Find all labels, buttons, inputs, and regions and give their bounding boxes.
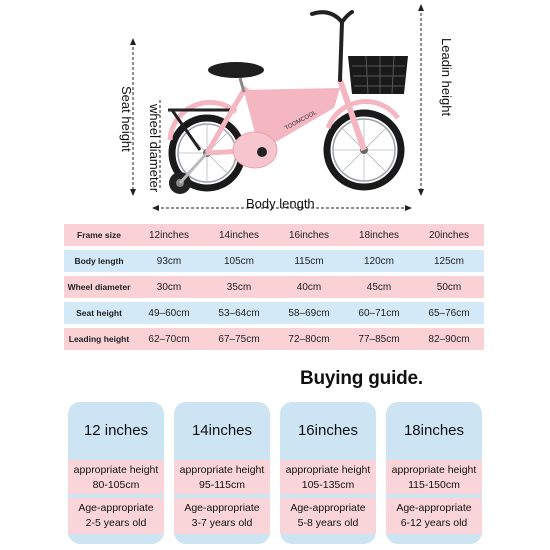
- card-size: 18inches: [403, 422, 465, 439]
- wheel-diameter-label: wheel diameter: [147, 104, 162, 193]
- height-value: 95-115cm: [199, 479, 245, 491]
- spec-cell: 67–75cm: [218, 333, 260, 345]
- age-value: 5-8 years old: [297, 517, 359, 529]
- spec-cell: 53–64cm: [218, 307, 260, 319]
- body-length-label: Body length: [246, 196, 315, 211]
- bike-frame: [207, 80, 364, 153]
- height-label: appropriate height: [73, 464, 159, 476]
- spec-row-frame-size: [64, 224, 484, 246]
- spec-cell: 16inches: [288, 229, 330, 241]
- height-value: 105-135cm: [301, 479, 355, 491]
- spec-row-label: Body length: [74, 256, 124, 266]
- guide-card-12: [68, 402, 164, 544]
- height-label: appropriate height: [391, 464, 477, 476]
- spec-cell: 125cm: [433, 255, 464, 267]
- spec-cell: 77–85cm: [358, 333, 400, 345]
- height-value: 115-150cm: [408, 479, 460, 491]
- spec-row-label: Wheel diameter: [67, 282, 131, 292]
- spec-cell: 93cm: [156, 255, 182, 267]
- seat: [208, 62, 264, 92]
- card-age-band: [386, 498, 482, 534]
- card-height-band: [280, 460, 376, 494]
- spec-cell: 120cm: [363, 255, 394, 267]
- age-value: 2-5 years old: [85, 517, 147, 529]
- bike-illustration: [0, 0, 550, 220]
- spec-row-wheel-diameter: [64, 276, 484, 298]
- handlebar: [312, 12, 352, 80]
- leadin-height-label: Leadin height: [439, 38, 454, 117]
- age-value: 6-12 years old: [400, 517, 468, 529]
- card-height-band: [68, 460, 164, 494]
- height-label: appropriate height: [285, 464, 371, 476]
- card-size: 16inches: [297, 422, 359, 439]
- seat-height-label: Seat height: [119, 86, 134, 152]
- guide-card-14: [174, 402, 270, 544]
- card-age-band: [174, 498, 270, 534]
- buying-guide-title: Buying guide.: [300, 368, 424, 389]
- spec-cell: 105cm: [223, 255, 254, 267]
- guide-card-18: [386, 402, 482, 544]
- card-height-band: [174, 460, 270, 494]
- age-label: Age-appropriate: [78, 502, 154, 514]
- bike-dimension-diagram: [0, 0, 550, 220]
- spec-row-label: Seat height: [76, 308, 122, 318]
- spec-cell: 40cm: [296, 281, 322, 293]
- age-label: Age-appropriate: [184, 502, 260, 514]
- spec-cell: 65–76cm: [428, 307, 470, 319]
- height-value: 80-105cm: [92, 479, 140, 491]
- spec-cell: 30cm: [156, 281, 182, 293]
- spec-cell: 60–71cm: [358, 307, 400, 319]
- spec-cell: 62–70cm: [148, 333, 190, 345]
- spec-cell: 35cm: [226, 281, 252, 293]
- card-age-band: [68, 498, 164, 534]
- spec-cell: 58–69cm: [288, 307, 330, 319]
- guide-card-16: [280, 402, 376, 544]
- card-age-band: [280, 498, 376, 534]
- spec-row-body-length: [64, 250, 484, 272]
- spec-cell: 14inches: [218, 229, 260, 241]
- age-label: Age-appropriate: [290, 502, 366, 514]
- card-size: 12 inches: [83, 422, 149, 439]
- age-label: Age-appropriate: [396, 502, 472, 514]
- spec-cell: 12inches: [148, 229, 190, 241]
- spec-cell: 82–90cm: [428, 333, 470, 345]
- spec-row-seat-height: [64, 302, 484, 324]
- brand-text: TOOMCOOL: [284, 110, 318, 132]
- buying-guide-cards: [68, 402, 482, 544]
- age-value: 3-7 years old: [191, 517, 253, 529]
- spec-cell: 45cm: [366, 281, 392, 293]
- size-spec-table: [64, 224, 484, 354]
- spec-cell: 20inches: [428, 229, 470, 241]
- spec-cell: 50cm: [436, 281, 462, 293]
- spec-row-label: Frame size: [77, 230, 121, 240]
- height-label: appropriate height: [179, 464, 265, 476]
- spec-cell: 115cm: [294, 255, 324, 267]
- spec-cell: 49–60cm: [148, 307, 190, 319]
- card-size: 14inches: [191, 422, 253, 439]
- spec-cell: 72–80cm: [288, 333, 330, 345]
- front-basket: [348, 56, 408, 94]
- spec-cell: 18inches: [358, 229, 400, 241]
- spec-row-label: Leading height: [68, 334, 130, 344]
- spec-row-leading-height: [64, 328, 484, 350]
- card-height-band: [386, 460, 482, 494]
